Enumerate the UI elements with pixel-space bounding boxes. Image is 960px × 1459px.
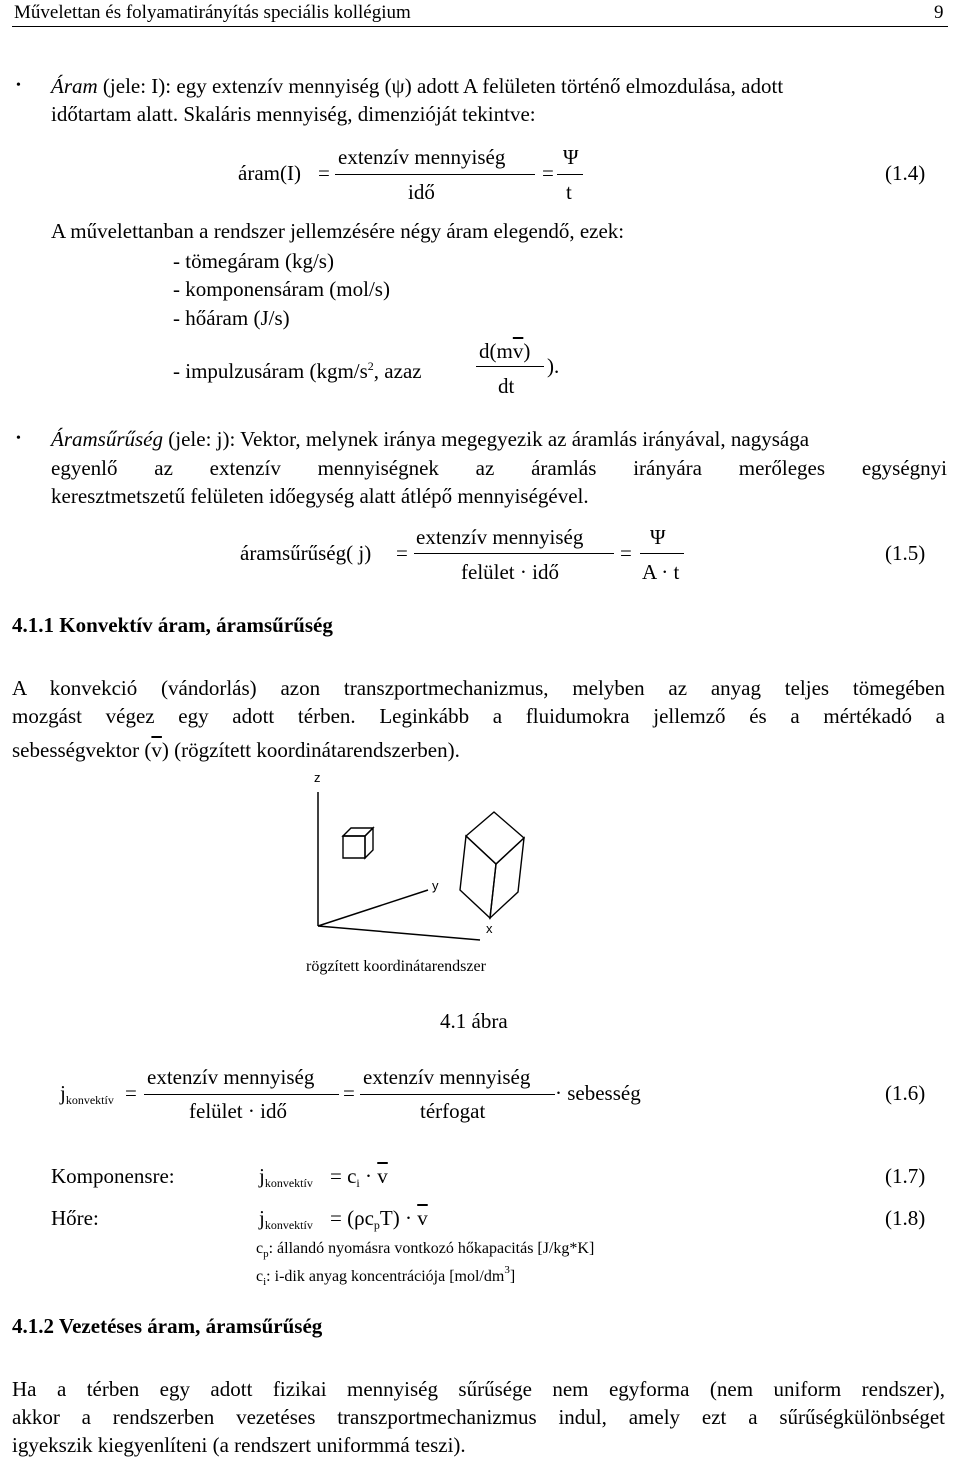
eq15-frac1-line (414, 553, 614, 554)
eq14-den1: idő (408, 180, 435, 204)
small-cube (343, 828, 373, 858)
note-cp: $c_p$: állandó nyomásra vontkozó hőkapacitás [J/kg*K] (256, 1240, 595, 1260)
eq17-label: (1.7) (885, 1164, 926, 1188)
eq16-tail: · sebesség (555, 1081, 641, 1105)
eq14-equals-1: = (318, 161, 330, 185)
axis-label-y: y (432, 878, 439, 893)
eq14-frac2-line (557, 174, 583, 175)
eq15-label: (1.5) (885, 541, 926, 565)
eq14-num2: Ψ (563, 145, 579, 169)
eq15-den1: felület · idő (461, 560, 559, 584)
eq16-num1: extenzív mennyiség (147, 1065, 315, 1089)
sec412-line-1: Ha a térben egy adott fizikai mennyiség sűrűsége nem egyforma (nem uniform rendszer), (12, 1377, 945, 1401)
running-header-title: Művelettan és folyamatirányítás speciális kollégium (14, 2, 411, 23)
eq16-den1: felület · idő (189, 1099, 287, 1123)
suruseg-line-2: egyenlő az extenzív mennyiségnek az áramlás irányára merőleges egységnyi (51, 456, 947, 480)
note-ci: $c_i$: i-dik anyag koncentrációja $[mol/dm^3]$ (256, 1264, 516, 1288)
eq17-rhs: = $c_i \cdot \overline{v}$ (330, 1164, 388, 1190)
impulse-frac-den: dt (498, 374, 515, 398)
eq14-label: (1.4) (885, 161, 926, 185)
section-4-1-1-heading: 4.1.1 Konvektív áram, áramsűrűség (12, 613, 333, 637)
eq18-prefix: Hőre: (51, 1206, 99, 1230)
eq18-label: (1.8) (885, 1206, 926, 1230)
bullet-suruseg: • (16, 431, 21, 446)
list-item-impulse: - impulzusáram ($kgm/s^2$, azaz (173, 359, 422, 383)
eq15-lhs: áramsűrűség( j) (240, 541, 372, 565)
suruseg-line-3: keresztmetszetű felületen időegység alatt átlépő mennyiségével. (51, 484, 589, 508)
y-axis-line (318, 890, 428, 926)
bullet-aram: • (16, 78, 21, 93)
eq14-lhs: áram(I) (238, 161, 301, 185)
aram-line-1: Áram (jele: I): egy extenzív mennyiség (ψ) adott A felületen történő elmozdulása, adott (51, 74, 784, 98)
eq14-equals-2: = (542, 161, 554, 185)
section-4-1-2-heading: 4.1.2 Vezetéses áram, áramsűrűség (12, 1314, 323, 1338)
list-item-component: - komponensáram (mol/s) (173, 277, 390, 301)
page-number: 9 (934, 2, 944, 23)
aram-line-2: időtartam alatt. Skaláris mennyiség, dimenzióját tekintve: (51, 102, 536, 126)
eq18-rhs: = $(\rho c_pT) \cdot \overline{v}$ (330, 1206, 428, 1232)
impulse-tail: ). (547, 354, 560, 378)
sec411-line-3: sebességvektor $(\overline{v})$ (rögzített koordinátarendszerben). (12, 738, 460, 762)
coordinate-system-figure (0, 760, 960, 990)
axis-label-x: x (486, 921, 493, 936)
eq16-equals-1: = (125, 1081, 137, 1105)
eq15-num2: Ψ (650, 525, 666, 549)
eq15-den2: A · t (642, 560, 680, 584)
eq15-equals-2: = (620, 541, 632, 565)
impulse-frac-num: $d(m\overline{v})$ (479, 339, 531, 363)
suruseg-line-1: Áramsűrűség (jele: j): Vektor, melynek iránya megegyezik az áramlás irányával, nagysága (51, 427, 810, 451)
list-item-mass: - tömegáram (kg/s) (173, 249, 334, 273)
eq15-num1: extenzív mennyiség (416, 525, 584, 549)
eq15-frac2-line (640, 553, 684, 554)
eq18-lhs: $j_{konvektív}$ (259, 1206, 313, 1232)
eq14-num1: extenzív mennyiség (338, 145, 506, 169)
axis-label-z: z (314, 770, 321, 785)
figure-label: 4.1 ábra (440, 1009, 508, 1033)
eq16-num2: extenzív mennyiség (363, 1065, 531, 1089)
sec411-line-2: mozgást végez egy adott térben. Leginkább a fluidumokra jellemző és a mértékadó a (12, 704, 945, 728)
eq15-equals-1: = (396, 541, 408, 565)
eq16-equals-2: = (343, 1081, 355, 1105)
eq16-frac1-line (144, 1094, 339, 1095)
eq16-den2: térfogat (420, 1099, 486, 1123)
figure-caption: rögzített koordinátarendszer (306, 958, 486, 975)
eq14-den2: t (566, 180, 572, 204)
impulse-frac-line (476, 366, 544, 367)
eq16-label: (1.6) (885, 1081, 926, 1105)
list-item-heat: - hőáram (J/s) (173, 306, 290, 330)
sec412-line-3: igyekszik kiegyenlíteni (a rendszert uniformmá teszi). (12, 1433, 466, 1457)
list-intro: A művelettanban a rendszer jellemzésére négy áram elegendő, ezek: (51, 219, 625, 243)
eq14-frac1-line (335, 174, 535, 175)
x-axis-line (318, 926, 480, 940)
eq17-lhs: $j_{konvektív}$ (259, 1164, 313, 1190)
eq16-frac2-line (360, 1094, 555, 1095)
sec412-line-2: akkor a rendszerben vezetéses transzportmechanizmus indul, amely ezt a sűrűségkülönbséget (12, 1405, 945, 1429)
eq16-lhs: $j_{konvektív}$ (60, 1081, 114, 1107)
sec411-line-1: A konvekció (vándorlás) azon transzportmechanizmus, melyben az anyag teljes tömegében (12, 676, 945, 700)
eq17-prefix: Komponensre: (51, 1164, 175, 1188)
large-cube (460, 812, 524, 918)
header-rule (12, 26, 948, 27)
